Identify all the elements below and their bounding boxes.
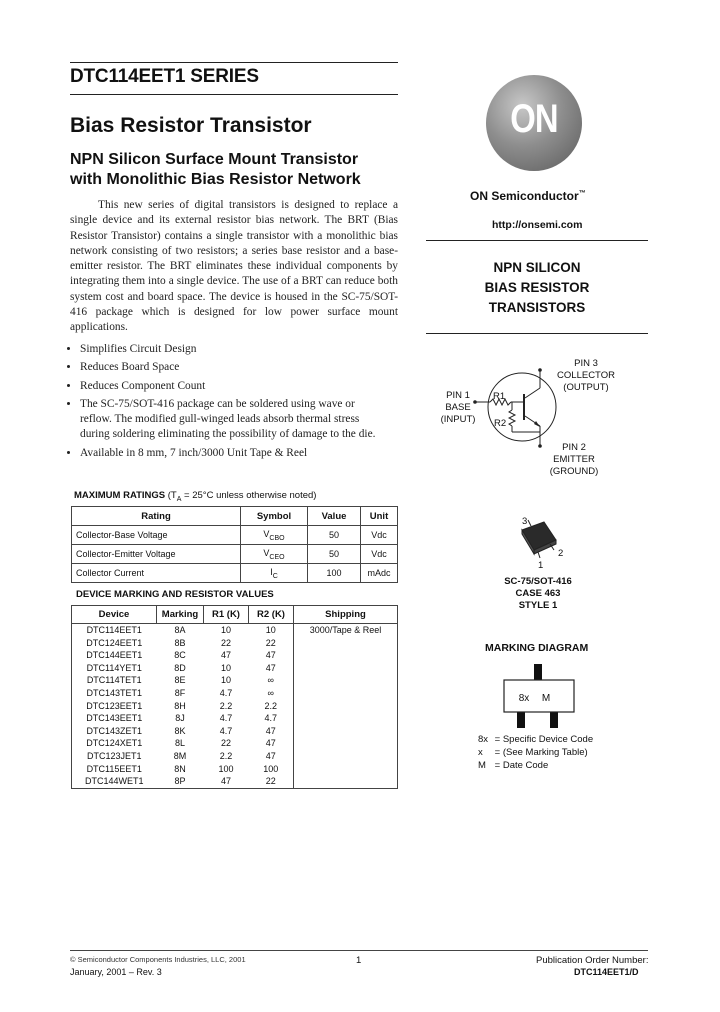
r1-cell: 47 — [220, 650, 231, 661]
r2-cell: 47 — [265, 662, 276, 673]
table-header-row — [72, 507, 398, 526]
r1-cell: 22 — [220, 637, 231, 648]
category-line: BIAS RESISTOR — [484, 280, 590, 295]
symbol-cell: $V_{CEO}$ — [241, 545, 308, 564]
r2-cell: 22 — [265, 637, 276, 648]
package-lead2: 2 — [558, 548, 564, 559]
device-cell: DTC143TET1 — [86, 687, 143, 698]
device-marking-table — [71, 605, 398, 789]
r2-cell: 22 — [265, 776, 276, 787]
product-category-box — [426, 258, 648, 318]
r2-label: R2 — [494, 418, 507, 429]
r1-label: R1 — [493, 391, 506, 402]
col-header: Symbol — [241, 507, 308, 526]
package-style: STYLE 1 — [518, 600, 558, 611]
marking-cell: 8B — [174, 637, 186, 648]
col-header: Value — [308, 507, 361, 526]
marking-cell: 8N — [174, 763, 186, 774]
col-header: Marking — [157, 606, 204, 624]
chip-code: 8x — [518, 693, 530, 704]
package-lead3: 3 — [522, 516, 528, 527]
category-line: NPN SILICON — [493, 260, 581, 275]
max-ratings-title: MAXIMUM RATINGS — [74, 490, 166, 501]
features-list — [58, 342, 380, 461]
r1-cell: 4.7 — [219, 713, 233, 724]
value-cell: 100 — [308, 564, 361, 583]
device-cell: DTC144WET1 — [84, 776, 144, 787]
table-row — [72, 545, 398, 564]
r2-cell: ∞ — [267, 675, 274, 686]
col-header: R2 (K) — [249, 606, 294, 624]
marking-cell: 8C — [174, 650, 186, 661]
legend-item: x = (See Marking Table) — [478, 747, 588, 758]
collector-label: COLLECTOR — [557, 370, 615, 381]
device-cell: DTC123JET1 — [86, 750, 142, 761]
device-cell: DTC143ZET1 — [86, 725, 143, 736]
device-cell: DTC114TET1 — [86, 675, 142, 686]
feature-item: • Reduces Component Count — [80, 379, 380, 394]
footer-rule — [70, 950, 648, 951]
company-name — [470, 189, 586, 203]
symbol-cell: $V_{CBO}$ — [241, 526, 308, 545]
device-cell: DTC114EET1 — [86, 625, 142, 635]
legend-item: 8x = Specific Device Code — [478, 734, 594, 745]
r2-cell: 47 — [265, 738, 276, 749]
marking-cell: 8L — [174, 738, 185, 749]
device-cell: DTC123EET1 — [86, 700, 143, 711]
unit-cell: mAdc — [361, 564, 398, 583]
max-ratings-table — [71, 506, 398, 583]
package-info — [470, 576, 606, 612]
r2-cell: 100 — [263, 763, 279, 774]
r1-cell: 4.7 — [219, 725, 233, 736]
symbol-cell: $I_C$ — [241, 564, 308, 583]
subtitle-line1: NPN Silicon Surface Mount Transistor — [70, 151, 359, 168]
marking-legend — [478, 733, 593, 772]
ground-label: (GROUND) — [549, 466, 599, 477]
feature-item: • Simplifies Circuit Design — [80, 342, 380, 357]
transistor-schematic — [420, 350, 660, 485]
value-cell: 50 — [308, 526, 361, 545]
chip-date-code: M — [541, 693, 551, 704]
r2-cell: ∞ — [267, 687, 274, 698]
transistor-circle — [488, 373, 556, 441]
base-label: BASE — [445, 402, 471, 413]
table-header-row — [72, 606, 398, 624]
col-header: Rating — [72, 507, 241, 526]
package-name: SC-75/SOT-416 — [504, 576, 572, 587]
marking-cell: 8D — [174, 662, 186, 673]
package-case: CASE 463 — [515, 588, 561, 599]
unit-cell: Vdc — [361, 526, 398, 545]
on-logo-text: ON — [510, 97, 558, 141]
page-number: 1 — [356, 955, 362, 966]
rating-cell: Collector Current — [72, 564, 241, 583]
company-label: ON Semiconductor — [470, 189, 579, 203]
output-label: (OUTPUT) — [563, 382, 609, 393]
max-ratings-condition: ($T_A = 25^\circ C$ unless otherwise noted) — [167, 490, 317, 503]
feature-item: • The SC-75/SOT-416 package can be soldered using wave or reflow. The modified gull-winged leads absorb thermal stress during soldering eliminating the possibility of damage to the die. — [80, 397, 380, 443]
feature-item: • Reduces Board Space — [80, 360, 380, 375]
marking-cell: 8A — [174, 625, 186, 635]
marking-cell: 8K — [174, 725, 186, 736]
r1-cell: 22 — [220, 738, 231, 749]
device-cell: DTC144EET1 — [86, 650, 143, 661]
r2-cell: 2.2 — [264, 700, 277, 711]
r1-cell: 10 — [220, 662, 231, 673]
rating-cell: Collector-Emitter Voltage — [72, 545, 241, 564]
marking-diagram-title: MARKING DIAGRAM — [485, 642, 589, 654]
table-row — [72, 526, 398, 545]
box-bottom-rule — [426, 333, 648, 334]
marking-cell: 8J — [175, 713, 185, 724]
trademark: ™ — [578, 190, 586, 197]
max-ratings-heading — [74, 490, 316, 503]
unit-cell: Vdc — [361, 545, 398, 564]
marking-cell: 8M — [173, 750, 187, 761]
website-link[interactable]: http://onsemi.com — [492, 219, 583, 231]
r1-cell: 100 — [218, 763, 234, 774]
emitter-label: EMITTER — [553, 454, 595, 465]
category-line: TRANSISTORS — [488, 300, 586, 315]
product-title: Bias Resistor Transistor — [70, 114, 312, 137]
value-cell: 50 — [308, 545, 361, 564]
input-label: (INPUT) — [440, 414, 476, 425]
box-top-rule — [426, 240, 648, 241]
subtitle — [70, 150, 361, 190]
table-row — [72, 624, 398, 637]
rule-top — [70, 62, 398, 63]
device-cell: DTC143EET1 — [86, 713, 143, 724]
col-header: Shipping — [294, 606, 398, 624]
col-header: R1 (K) — [204, 606, 249, 624]
device-cell: DTC115EET1 — [86, 763, 142, 774]
marking-cell: 8E — [174, 675, 186, 686]
r2-cell: 10 — [265, 625, 276, 635]
on-logo — [486, 75, 582, 171]
device-cell: DTC124XET1 — [86, 738, 143, 749]
rule-below-series — [70, 94, 398, 95]
r1-cell: 10 — [220, 625, 231, 635]
col-header: Device — [72, 606, 157, 624]
package-lead1: 1 — [538, 560, 544, 570]
col-header: Unit — [361, 507, 398, 526]
emitter-arrow — [534, 421, 540, 427]
pin3-label: PIN 3 — [574, 358, 598, 369]
subtitle-line2: with Monolithic Bias Resistor Network — [70, 171, 361, 188]
footer-copyright: © Semiconductor Components Industries, LLC, 2001 — [70, 955, 246, 964]
marking-cell: 8H — [174, 700, 186, 711]
device-cell: DTC114YET1 — [86, 662, 142, 673]
device-cell: DTC124EET1 — [86, 637, 143, 648]
device-marking-title: DEVICE MARKING AND RESISTOR VALUES — [76, 589, 274, 600]
r1-cell: 2.2 — [219, 750, 233, 761]
rating-cell: Collector-Base Voltage — [72, 526, 241, 545]
legend-item: M = Date Code — [478, 760, 549, 771]
r2-cell: 47 — [265, 650, 276, 661]
r1-cell: 10 — [220, 675, 231, 686]
r1-cell: 2.2 — [219, 700, 233, 711]
marking-diagram — [500, 660, 580, 732]
publication-number: DTC114EET1/D — [574, 967, 639, 977]
series-title: DTC114EET1 SERIES — [70, 66, 259, 87]
package-drawing — [500, 510, 580, 570]
r2-cell: 4.7 — [264, 713, 277, 724]
footer-date: January, 2001 – Rev. 3 — [70, 967, 162, 977]
description-paragraph: This new series of digital transistors is designed to replace a single device and its external resistor bias network. The BRT (Bias Resistor Transistor) contains a single transistor with a monolithic bias network consisting of two resistors; a series base resistor and a base-emitter resistor. The BRT eliminates these individual components by integrating them into a single device. The use of a BRT can reduce both system cost and board space. The device is housed in the SC-75/SOT-416 package which is designed for low power surface mount applications. — [70, 199, 398, 334]
shipping-cell: 3000/Tape & Reel — [294, 624, 398, 789]
table-row — [72, 564, 398, 583]
r1-cell: 4.7 — [219, 687, 233, 698]
marking-cell: 8F — [174, 687, 186, 698]
r2-cell: 47 — [265, 725, 276, 736]
marking-cell: 8P — [174, 776, 186, 787]
publication-label: Publication Order Number: — [536, 955, 649, 966]
r1-cell: 47 — [220, 776, 231, 787]
pin2-label: PIN 2 — [562, 442, 586, 453]
r2-resistor — [509, 410, 515, 426]
feature-item: • Available in 8 mm, 7 inch/3000 Unit Tape & Reel — [80, 446, 380, 461]
r2-cell: 47 — [265, 750, 276, 761]
pin1-label: PIN 1 — [446, 390, 470, 401]
